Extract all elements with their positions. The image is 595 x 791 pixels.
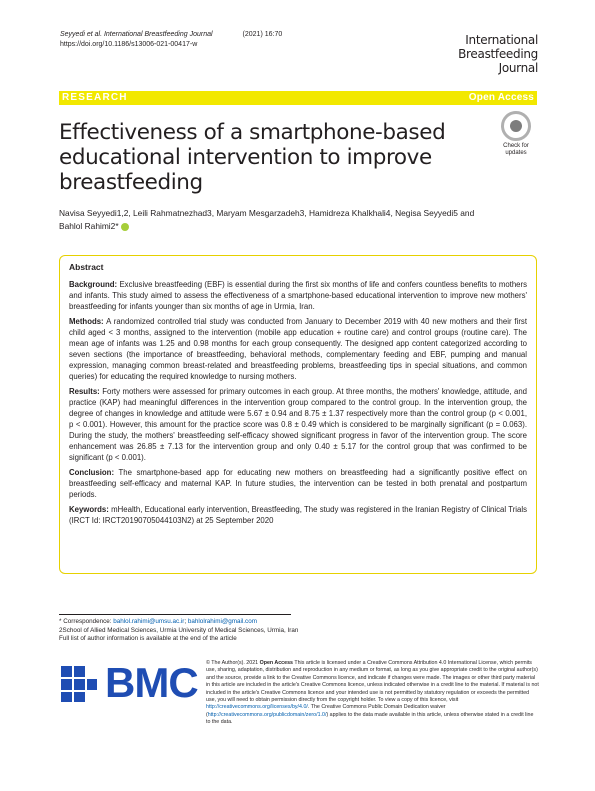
- abstract-results: [69, 386, 527, 463]
- author-list: [59, 207, 537, 233]
- footnotes: * Correspondence: bahlol.rahimi@umsu.ac.ir; bahlolrahimi@gmail.com 2School of Allied Medical Sciences, Urmia University of Medical Sciences, Urmia, Iran Full list of author information is available at the end of the article: [59, 618, 299, 643]
- license-body-3: ) applies to the data made available in this article, unless otherwise stated in a credit line to the data.: [206, 711, 534, 726]
- open-access-label: Open Access: [468, 92, 534, 103]
- conclusion-text: The smartphone-based app for educating new mothers on breastfeeding had a significantly positive effect on breastfeeding self-efficacy and maternal KAP. In future studies, the intervention can be tested in both prenatal and postpartum periods.: [69, 468, 527, 499]
- keywords-label: Keywords:: [69, 505, 109, 514]
- license-text: [206, 660, 539, 727]
- journal-name: [393, 33, 538, 75]
- abstract-background: [69, 279, 527, 312]
- author-list-line2: Bahlol Rahimi2*: [59, 221, 119, 231]
- keywords-text: mHealth, Educational early intervention, Breastfeeding, The study was registered in the Iranian Registry of Clinical Trials (IRCT Id: IRCT20190705044103N2) at 25 September 2020: [69, 505, 527, 525]
- abstract-heading: Abstract: [69, 262, 104, 272]
- abstract-box: [59, 255, 537, 574]
- check-for-updates-badge[interactable]: [497, 111, 535, 159]
- orcid-icon[interactable]: [121, 223, 129, 231]
- background-text: Exclusive breastfeeding (EBF) is essential during the first six months of life and confers countless benefits to mothers and infants. This study aimed to assess the effectiveness of a smartphone-based educational intervention to improve new mothers' breastfeeding for infants younger than six months of age in Urmia, Iran.: [69, 280, 527, 311]
- license-body-2: . The Creative Commons Public Domain Dedication waiver (: [206, 704, 446, 718]
- journal-name-line1: International Breastfeeding: [458, 33, 538, 61]
- conclusion-label: Conclusion:: [69, 468, 115, 477]
- section-banner: [59, 91, 537, 105]
- bmc-logo-mark-icon: [59, 664, 99, 704]
- license-copyright: © The Author(s). 2021: [206, 660, 259, 666]
- section-label: RESEARCH: [62, 92, 128, 103]
- correspondence-email-1[interactable]: bahlol.rahimi@umsu.ac.ir: [113, 618, 185, 625]
- footnote-divider: [59, 614, 291, 615]
- citation-authors-journal: Seyyedi et al. International Breastfeeding Journal: [60, 31, 213, 38]
- badge-text-line1: Check for: [503, 143, 529, 149]
- license-link-cc0[interactable]: http://creativecommons.org/publicdomain/zero/1.0/: [207, 711, 327, 718]
- author-list-line1: Navisa Seyyedi1,2, Leili Rahmatnezhad3, Maryam Mesgarzadeh3, Hamidreza Khalkhali4, Negisa Seyyedi5 and: [59, 208, 475, 218]
- journal-name-line2: Journal: [498, 61, 538, 75]
- results-text: Forty mothers were assessed for primary outcomes in each group. At three months, the mothers' knowledge, attitude, and practice (KAP) had meaningful differences in the intervention group compared to the control group. In the intervention group, the degree of changes in knowledge and attitude were 5.67 ± 0.94 and 8.75 ± 1.37 respectively more than the control group (p < 0.001, p < 0.001). However, this amount for the practice score was 0.8 ± 0.49 which is considered to be marginally significant (p = 0.063). During the study, the mothers' breastfeeding self-efficacy showed significant progress in favor of the intervention group. The score enhancement was 26.85 ± 7.13 for the intervention group and only 0.40 ± 5.17 for the control group that was confirmed to be significant (p < 0.001).: [69, 387, 527, 462]
- abstract-conclusion: [69, 467, 527, 500]
- bmc-logo-text: BMC: [105, 659, 198, 706]
- abstract-methods: [69, 316, 527, 382]
- methods-text: A randomized controlled trial study was conducted from January to December 2019 with 40 new mothers and their first child aged < 3 months, assigned to the intervention (mobile app education + routine care) and control groups (routine care). The mean age of infants was 1.25 and 0.98 months for each group consequently. The designed app content categorized according to seven sections (the importance of breastfeeding, behavioral methods, complementary feeding and EBF, pumping and manual expression, managing common breast-related and breastfeeding problems, breastfeeding tips in special situations, and common queries) for educating the required knowledge to nursing mothers.: [69, 317, 527, 381]
- license-link-cc-by[interactable]: http://creativecommons.org/licenses/by/4.0/: [206, 704, 308, 711]
- correspondence-email-2[interactable]: bahlolrahimi@gmail.com: [187, 618, 257, 625]
- results-label: Results:: [69, 387, 100, 396]
- correspondence-label: * Correspondence:: [59, 618, 112, 625]
- citation-header: [60, 30, 282, 50]
- article-title: Effectiveness of a smartphone-based educational intervention to improve breastfeeding: [59, 120, 446, 195]
- license-body-1: This article is licensed under a Creative Commons Attribution 4.0 International License, which permits use, sharing, adaptation, distribution and reproduction in any medium or format, as long as you give appropriate credit to the original author(s) and the source, provide a link to the Creative Commons licence, and indicate if changes were made. The images or other third party material in this article are included in the article's Creative Commons licence, unless indicated otherwise in a credit line to the material. If material is not included in the article's Creative Commons licence and your intended use is not permitted by statutory regulation or exceeds the permitted use, you will need to obtain permission directly from the copyright holder. To view a copy of this licence, visit: [206, 660, 539, 704]
- citation-year-volume: (2021) 16:70: [242, 31, 283, 38]
- methods-label: Methods:: [69, 317, 104, 326]
- full-list-note: Full list of author information is available at the end of the article: [59, 635, 237, 643]
- badge-text: [497, 143, 535, 157]
- bmc-logo: [59, 659, 198, 710]
- license-open-access: Open Access: [259, 660, 293, 666]
- check-for-updates-icon: [501, 111, 531, 141]
- abstract-keywords: [69, 504, 527, 526]
- background-label: Background:: [69, 280, 118, 289]
- citation-doi[interactable]: https://doi.org/10.1186/s13006-021-00417-w: [60, 41, 198, 48]
- badge-text-line2: updates: [505, 150, 527, 156]
- affiliation-note: 2School of Allied Medical Sciences, Urmia University of Medical Sciences, Urmia, Iran: [59, 626, 299, 634]
